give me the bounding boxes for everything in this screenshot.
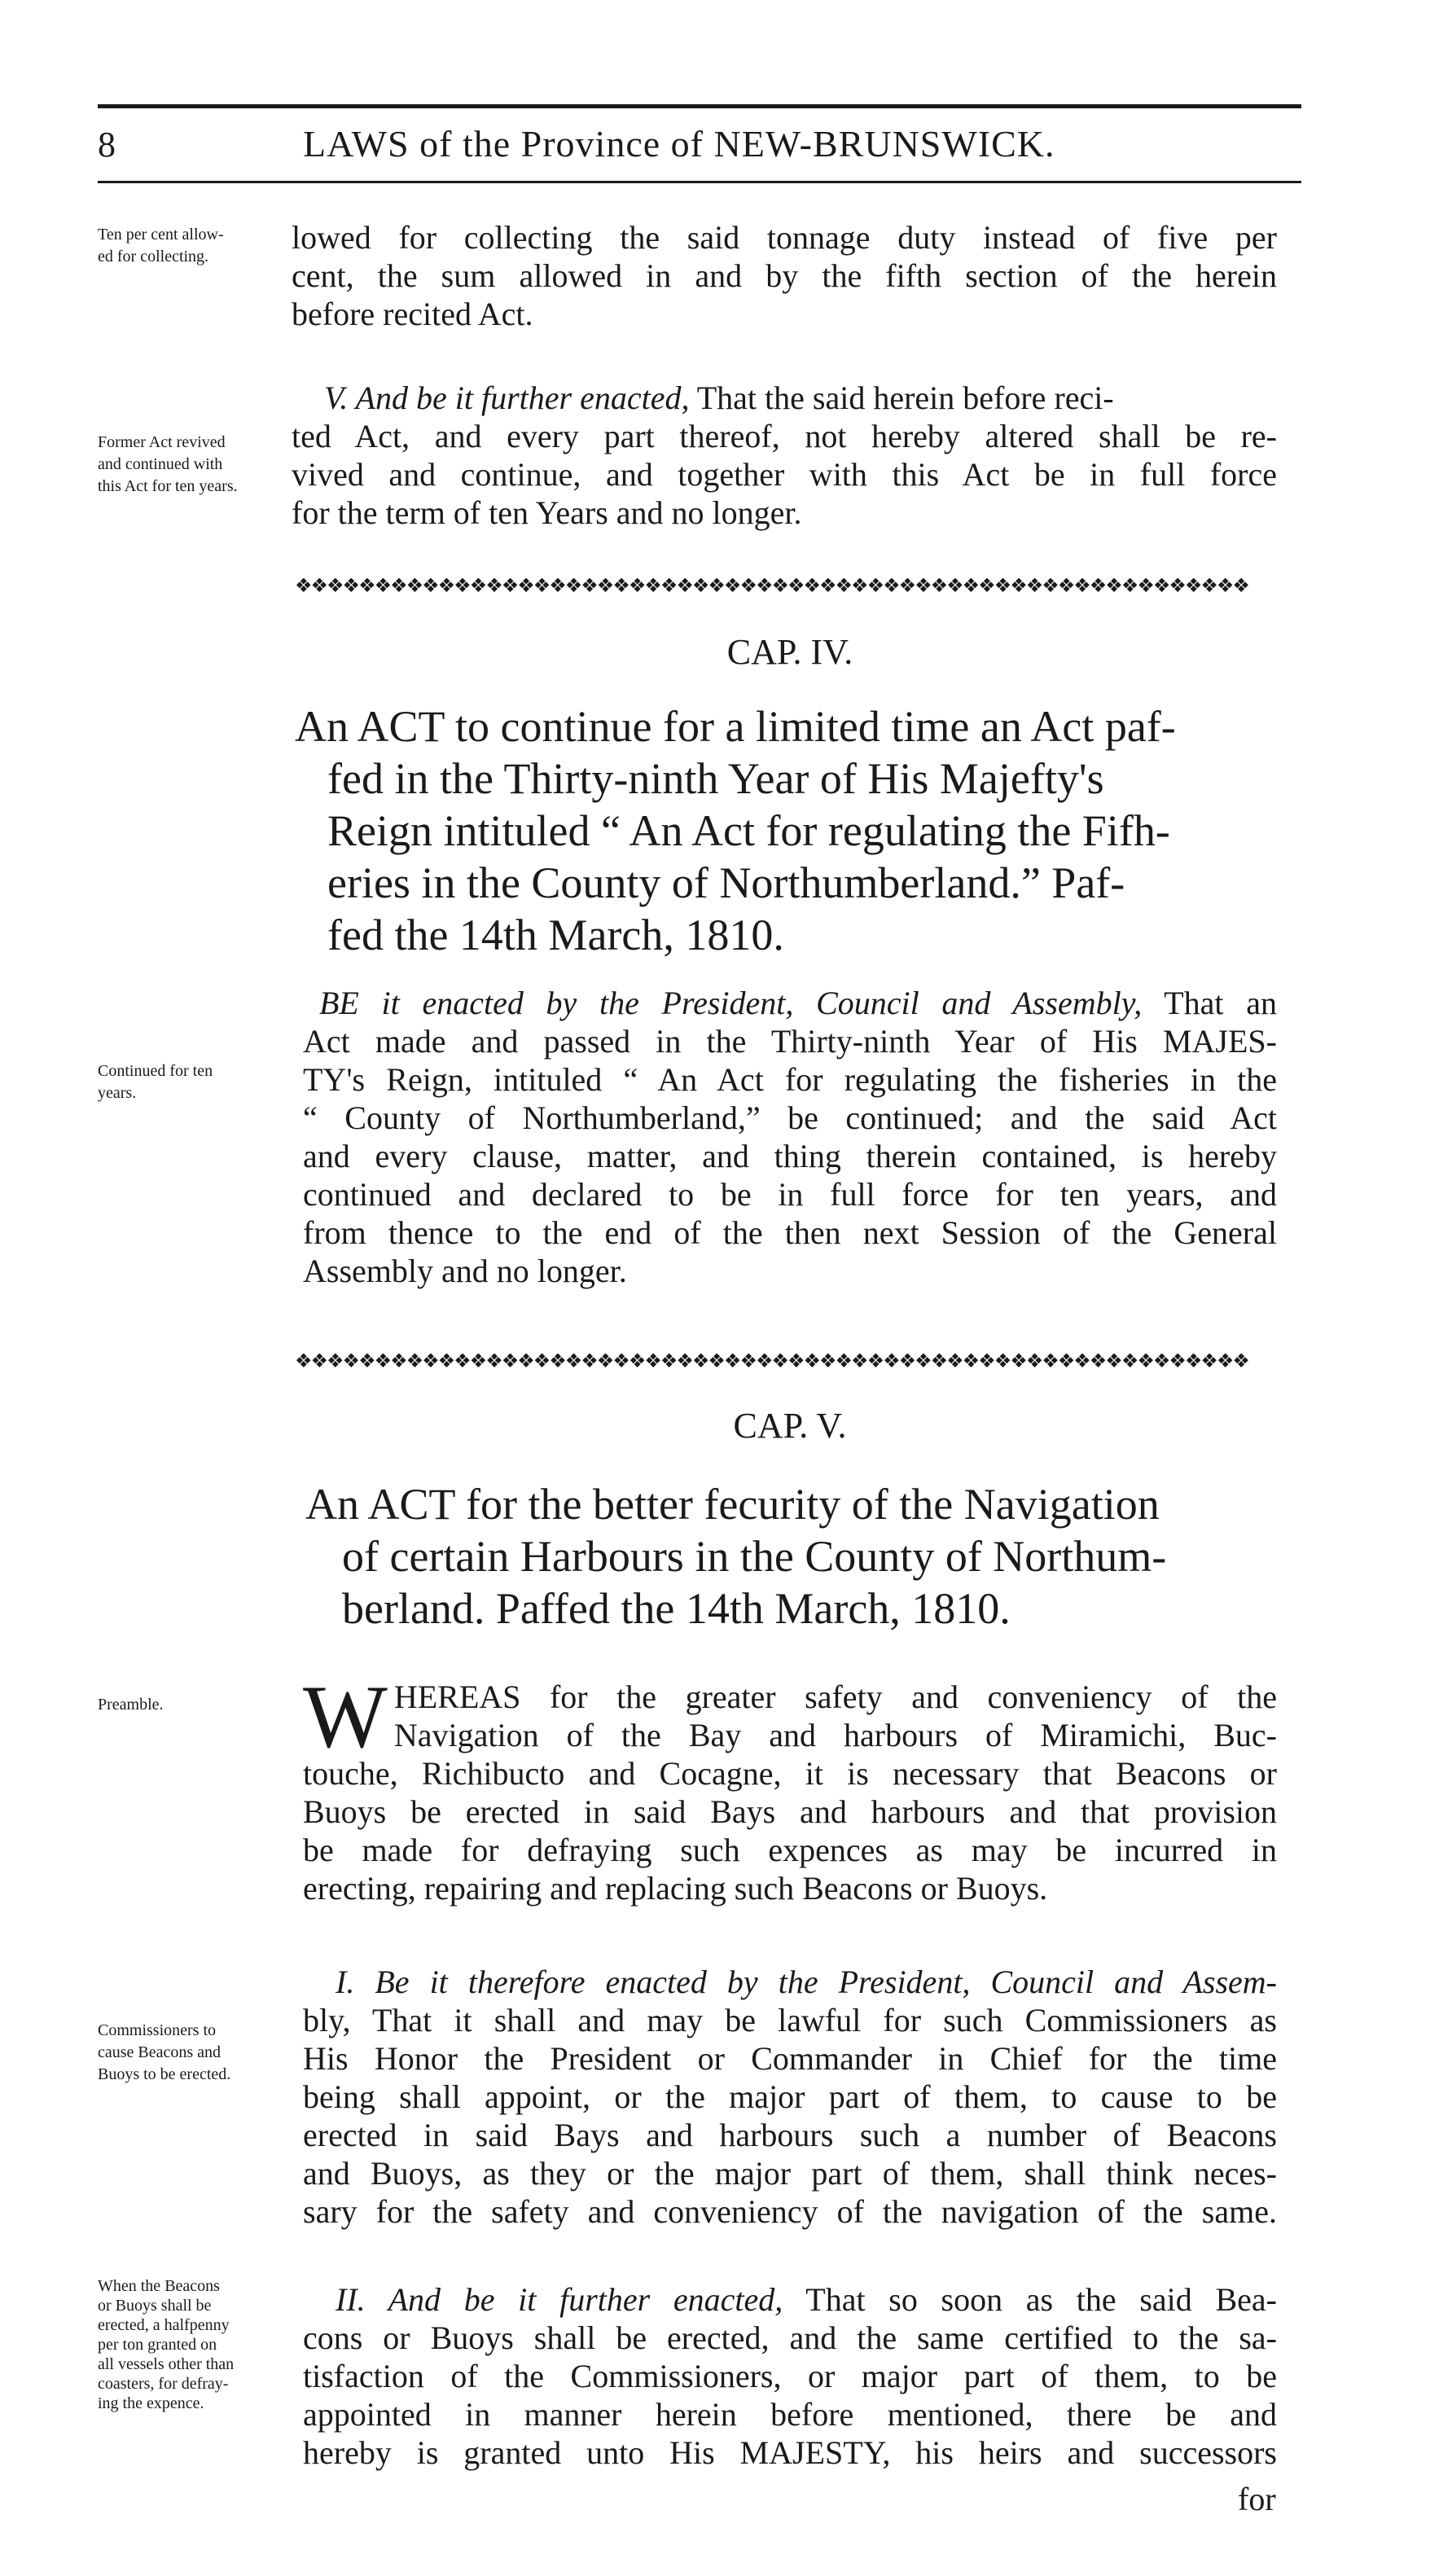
- header-top-rule: [98, 104, 1301, 108]
- margin-note-continued-ten: Continued for ten years.: [98, 1062, 213, 1102]
- margin-note-ten-per-cent: Ten per cent allow- ed for collecting.: [98, 226, 224, 265]
- margin-note-commissioners: Commissioners to cause Beacons and Buoys to be erected.: [98, 2021, 231, 2083]
- running-title: LAWS of the Province of NEW-BRUNSWICK.: [303, 123, 1055, 165]
- cap-iv-body: BE it enacted by the President, Council and Assembly, That an Act made and passed in the Thirty-ninth Year of His MAJES- TY's Reign, intituled “ An Act for regulating the fisheries in the “ County of Northumberland,” be continued; and the said Act and every clause, matter, and thing therein contained, is hereby continued and declared to be in full force for ten years, and from thence to the end of the then next Session of the General Assembly and no longer.: [303, 985, 1277, 1289]
- margin-note-preamble: Preamble.: [98, 1696, 164, 1714]
- ornamental-divider: ❖❖❖❖❖❖❖❖❖❖❖❖❖❖❖❖❖❖❖❖❖❖❖❖❖❖❖❖❖❖❖❖❖❖❖❖❖❖❖❖❖❖❖❖❖❖❖❖❖❖❖❖❖❖❖❖❖❖❖❖: [295, 1354, 1248, 1370]
- cap-iv-enacting-lead: BE it enacted by the President, Council and Assembly,: [319, 985, 1143, 1021]
- section-i-lead: I. Be it therefore enacted by the President, Council and Assem-: [336, 1964, 1277, 2000]
- cap-v-title: An ACT for the better fecurity of the Navigation of certain Harbours in the County of Northum- berland. Paffed the 14th March, 1810.: [305, 1480, 1167, 1633]
- section-v: V. And be it further enacted, That the said herein before reci- ted Act, and every part thereof, not hereby altered shall be re- vived and continue, and together with this Act be in full force for the term of ten Years and no longer.: [292, 380, 1277, 531]
- cap-v-heading: CAP. V.: [733, 1406, 847, 1446]
- ornamental-divider: ❖❖❖❖❖❖❖❖❖❖❖❖❖❖❖❖❖❖❖❖❖❖❖❖❖❖❖❖❖❖❖❖❖❖❖❖❖❖❖❖❖❖❖❖❖❖❖❖❖❖❖❖❖❖❖❖❖❖❖❖: [295, 578, 1248, 595]
- margin-note-halfpenny: When the Beacons or Buoys shall be erected, a halfpenny per ton granted on all vessels other than coasters, for defray- ing the expence.: [98, 2277, 235, 2412]
- cap-iv-title: An ACT to continue for a limited time an Act paf- fed in the Thirty-ninth Year of His Majefty's Reign intituled “ An Act for regulating the Fifh- eries in the County of Northumberland.” Paf- fed the 14th March, 1810.: [295, 702, 1176, 959]
- margin-note-former-act: Former Act revived and continued with this Act for ten years.: [98, 433, 238, 495]
- page-number: 8: [98, 125, 116, 165]
- cap-iv-heading: CAP. IV.: [726, 632, 853, 672]
- preamble: W HEREAS for the greater safety and conveniency of the Navigation of the Bay and harbours of Miramichi, Buc- touche, Richibucto and Cocagne, it is necessary that Beacons or Buoys be erected in said Bays and harbours and that provision be made for defraying such expences as may be incurred in erecting, repairing and replacing such Beacons or Buoys.: [303, 1667, 1277, 1907]
- section-v-lead: V. And be it further enacted,: [324, 380, 690, 416]
- drop-cap: W: [303, 1667, 388, 1766]
- section-i: I. Be it therefore enacted by the President, Council and Assem- bly, That it shall and may be lawful for such Commissioners as His Honor the President or Commander in Chief for the time being shall appoint, or the major part of them, to cause to be erected in said Bays and harbours such a number of Beacons and Buoys, as they or the major part of them, shall think neces- sary for the safety and conveniency of the navigation of the same.: [303, 1964, 1277, 2230]
- catchword: for: [1238, 2481, 1276, 2517]
- section-ii-lead: II. And be it further enacted,: [336, 2281, 783, 2318]
- intro-paragraph: lowed for collecting the said tonnage duty instead of five per cent, the sum allowed in and by the fifth section of the herein before recited Act.: [292, 219, 1277, 332]
- section-ii: II. And be it further enacted, That so soon as the said Bea- cons or Buoys shall be erected, and the same certified to the sa- tisfaction of the Commissioners, or major part of them, to be appointed in manner herein before mentioned, there be and hereby is granted unto His MAJESTY, his heirs and successors: [303, 2281, 1277, 2471]
- header-bottom-rule: [98, 181, 1301, 183]
